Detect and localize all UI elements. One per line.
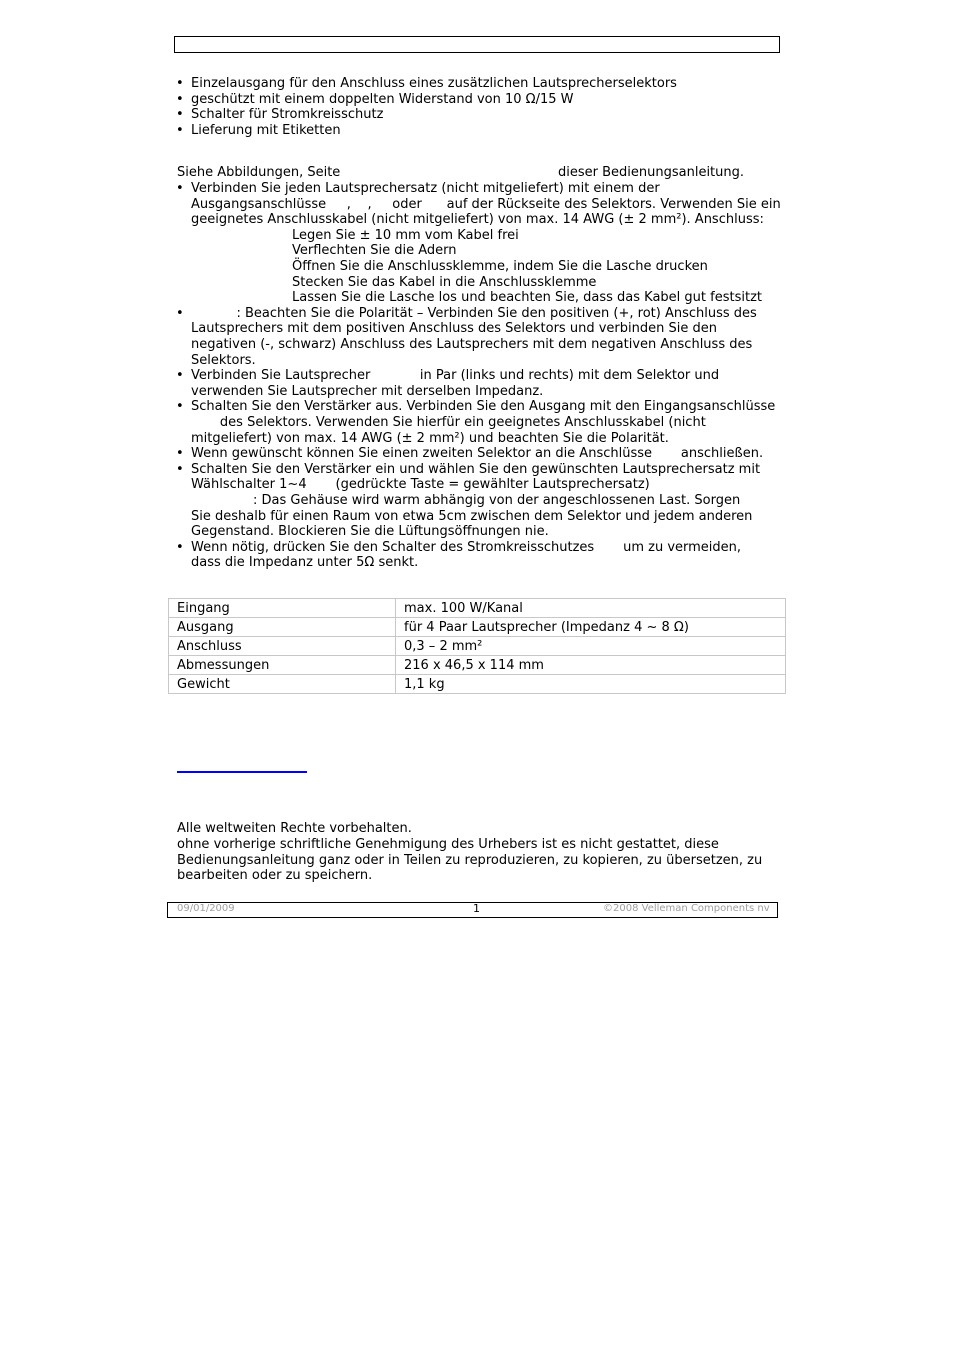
usage-line: Lautsprechers mit dem positiven Anschluss des Selektors und verbinden Sie den [191,321,717,337]
usage-line: Verflechten Sie die Adern [292,243,457,259]
usage-line: Schalten Sie den Verstärker aus. Verbinden Sie den Ausgang mit den Eingangsanschlüsse [191,399,776,415]
usage-line: Wenn nötig, drücken Sie den Schalter des Stromkreisschutzes um zu vermeiden, [191,539,742,555]
spec-value: 216 x 46,5 x 114 mm [396,656,786,675]
usage-line: Stecken Sie das Kabel in die Anschlussklemme [292,274,597,290]
spec-label: Ausgang [169,618,396,637]
bullet-icon: • [176,123,184,138]
website-link[interactable] [177,771,307,773]
bullet-icon: • [176,181,184,196]
copyright-line: bearbeiten oder zu speichern. [177,868,373,883]
bullet-icon: • [176,399,184,415]
bullet-icon: • [176,446,184,462]
usage-line: Wenn gewünscht können Sie einen zweiten Selektor an die Anschlüsse anschließen. [191,446,764,462]
usage-line: dass die Impedanz unter 5Ω senkt. [191,555,419,571]
bullet-icon: • [176,368,184,384]
copyright-line: Alle weltweiten Rechte vorbehalten. [177,821,412,836]
table-row [169,656,786,675]
feature-item: Einzelausgang für den Anschluss eines zusätzlichen Lautsprecherselektors [191,76,677,91]
spec-value: max. 100 W/Kanal [396,599,786,618]
page-number: 1 [473,902,480,915]
usage-line: des Selektors. Verwenden Sie hierfür ein geeignetes Anschlusskabel (nicht [191,415,706,430]
usage-line: Legen Sie ± 10 mm vom Kabel frei [292,227,519,243]
table-row [169,618,786,637]
table-row [169,675,786,694]
usage-line: Lassen Sie die Lasche los und beachten Sie, dass das Kabel gut festsitzt [292,290,762,306]
specs-table [168,598,786,694]
copyright-line: ohne vorherige schriftliche Genehmigung des Urhebers ist es nicht gestattet, diese [177,837,719,852]
spec-value: 1,1 kg [396,675,786,694]
spec-label: Eingang [169,599,396,618]
usage-line: Sie deshalb für einen Raum von etwa 5cm zwischen dem Selektor und jedem anderen [191,508,753,524]
copyright-line: Bedienungsanleitung ganz oder in Teilen zu reproduzieren, zu kopieren, zu übersetzen, zu [177,853,763,868]
bullet-icon: • [176,461,184,477]
bullet-icon: • [176,107,184,122]
table-row [169,637,786,656]
usage-line: negativen (-, schwarz) Anschluss des Lautsprechers mit dem negativen Anschluss des [191,337,753,352]
bullet-icon: • [176,305,184,321]
footer-date: 09/01/2009 [177,903,235,914]
usage-line: Selektors. [191,352,256,368]
usage-line: Verbinden Sie Lautsprecher in Par (links und rechts) mit dem Selektor und [191,368,720,384]
bullet-icon: • [176,92,184,107]
usage-intro-right: dieser Bedienungsanleitung. [558,165,745,180]
usage-line: mitgeliefert) von max. 14 AWG (± 2 mm²) und beachten Sie die Polarität. [191,430,669,446]
spec-label: Abmessungen [169,656,396,675]
bullet-icon: • [176,76,184,91]
bullet-icon: • [176,539,184,555]
footer-copyright: ©2008 Velleman Components nv [603,903,770,914]
usage-line: : Das Gehäuse wird warm abhängig von der angeschlossenen Last. Sorgen [191,493,741,508]
usage-line: Öffnen Sie die Anschlussklemme, indem Sie die Lasche drucken [292,259,708,274]
header-box [174,36,780,53]
spec-label: Gewicht [169,675,396,694]
usage-line: geeignetes Anschlusskabel (nicht mitgeliefert) von max. 14 AWG (± 2 mm²). Anschluss: [191,212,764,228]
usage-line: Gegenstand. Blockieren Sie die Lüftungsöffnungen nie. [191,524,549,540]
feature-item: Schalter für Stromkreisschutz [191,107,384,122]
feature-item: Lieferung mit Etiketten [191,123,341,138]
feature-item: geschützt mit einem doppelten Widerstand von 10 Ω/15 W [191,92,574,107]
usage-intro-left: Siehe Abbildungen, Seite [177,165,341,180]
spec-value: 0,3 – 2 mm² [396,637,786,656]
usage-line: Wählschalter 1~4 (gedrückte Taste = gewählter Lautsprechersatz) [191,477,650,493]
usage-line: Verbinden Sie jeden Lautsprechersatz (nicht mitgeliefert) mit einem der [191,181,660,196]
spec-value: für 4 Paar Lautsprecher (Impedanz 4 ~ 8 Ω) [396,618,786,637]
table-row [169,599,786,618]
usage-line: verwenden Sie Lautsprecher mit derselben Impedanz. [191,383,544,399]
usage-line: : Beachten Sie die Polarität – Verbinden Sie den positiven (+, rot) Anschluss des [191,305,757,321]
usage-line: Schalten Sie den Verstärker ein und wählen Sie den gewünschten Lautsprechersatz mit [191,461,761,477]
usage-line: Ausgangsanschlüsse , , oder auf der Rückseite des Selektors. Verwenden Sie ein [191,196,781,212]
spec-label: Anschluss [169,637,396,656]
